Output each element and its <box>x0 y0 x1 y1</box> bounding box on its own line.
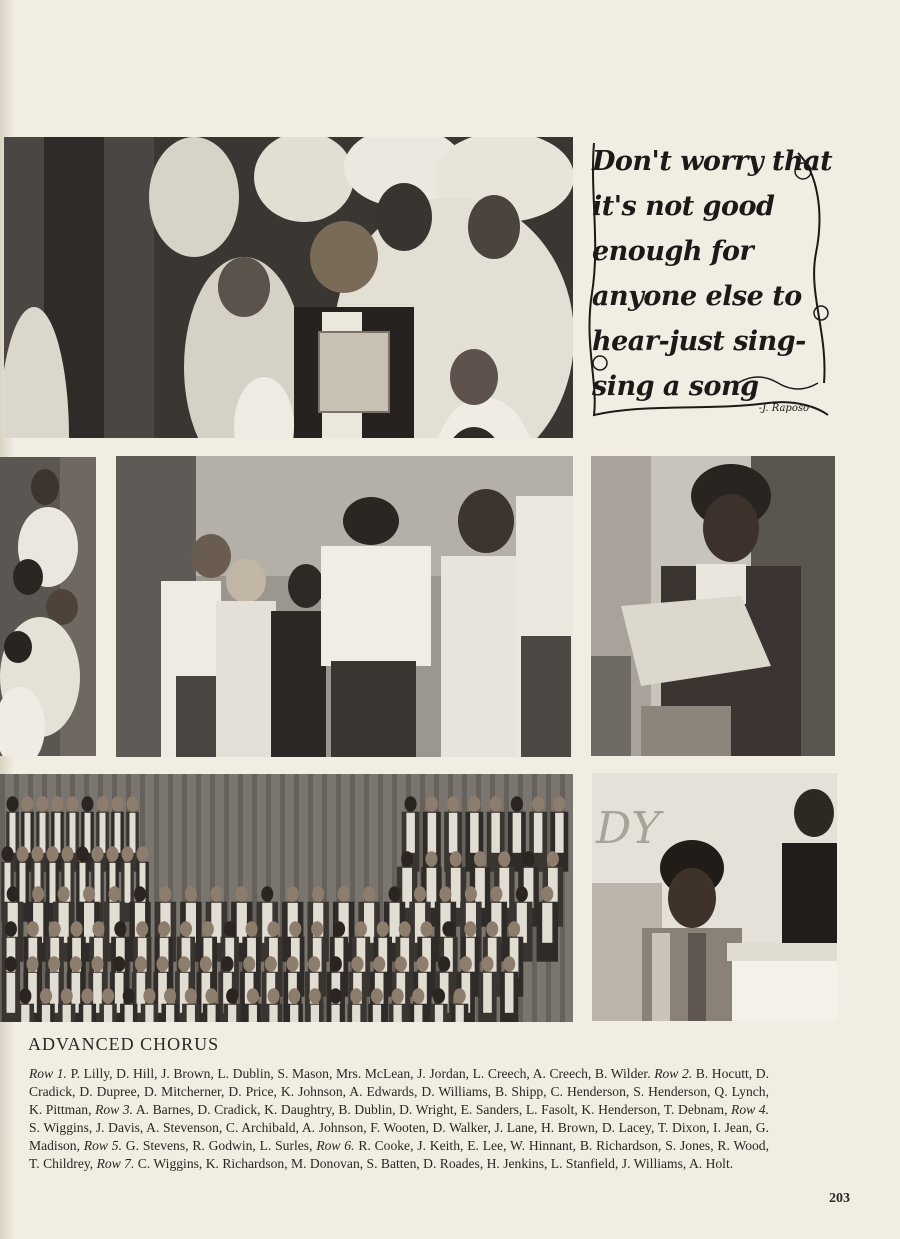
chorus-roster <box>29 1065 769 1173</box>
row-label: Row 1. <box>29 1066 67 1081</box>
quote-text <box>592 139 833 409</box>
row-names: B. Hocutt, D. Cradick, D. Dupree, D. Mitcherner, D. Price, K. Johnson, A. Edwards, D. Williams, B. Shipp, C. Henderson, S. Henderson, Q. Lynch, K. Pittman, <box>29 1066 770 1117</box>
row-names: R. Cooke, J. Keith, E. Lee, W. Hinnant, B. Richardson, S. Jones, R. Wood, T. Childrey, <box>29 1138 769 1171</box>
row-names: C. Wiggins, K. Richardson, M. Donovan, S. Batten, D. Roades, H. Jenkins, L. Stanfield, J. Williams, A. Holt. <box>137 1156 734 1171</box>
girls-singing-photo <box>0 457 96 756</box>
song-quote-panel <box>588 133 833 425</box>
row-label: Row 7. <box>96 1156 135 1171</box>
chorus-crowd-photo <box>4 137 573 438</box>
page-number: 203 <box>829 1191 850 1206</box>
quote-line: sing a song <box>592 371 759 402</box>
quote-line: anyone else to <box>592 281 802 312</box>
quote-line: hear-just sing- <box>592 326 806 357</box>
row-names: G. Stevens, R. Godwin, L. Surles, <box>125 1138 313 1153</box>
row-label: Row 5. <box>83 1138 122 1153</box>
row-names: S. Wiggins, J. Davis, A. Stevenson, C. Archibald, A. Johnson, F. Wooten, D. Walker, J. Lane, H. Brown, D. Lacey, T. Dixon, I. Jean, G. Madison, <box>29 1120 769 1153</box>
quote-author: -J. Raposo <box>758 403 809 414</box>
row-label: Row 4. <box>731 1102 769 1117</box>
row-names: A. Barnes, D. Cradick, K. Daughtry, B. Dublin, D. Wright, E. Sanders, L. Fasolt, K. Henderson, T. Debnam, <box>135 1102 728 1117</box>
board-writing: DY <box>596 803 661 854</box>
row-names: P. Lilly, D. Hill, J. Brown, L. Dublin, S. Mason, Mrs. McLean, J. Jordan, L. Creech, A. Creech, B. Wilder. <box>70 1066 651 1081</box>
teacher-with-cake-photo <box>592 773 837 1021</box>
row-label: Row 2. <box>654 1066 693 1081</box>
quote-line: Don't worry that <box>592 146 833 177</box>
row-label: Row 3. <box>95 1102 133 1117</box>
quote-line: enough for <box>592 236 754 267</box>
row-label: Row 6. <box>316 1138 355 1153</box>
quote-line: it's not good <box>592 191 775 222</box>
advanced-chorus-group-photo <box>0 774 573 1022</box>
dancing-couples-photo <box>116 456 573 757</box>
chorus-title: ADVANCED CHORUS <box>28 1034 220 1054</box>
singer-with-music-photo <box>591 456 835 756</box>
